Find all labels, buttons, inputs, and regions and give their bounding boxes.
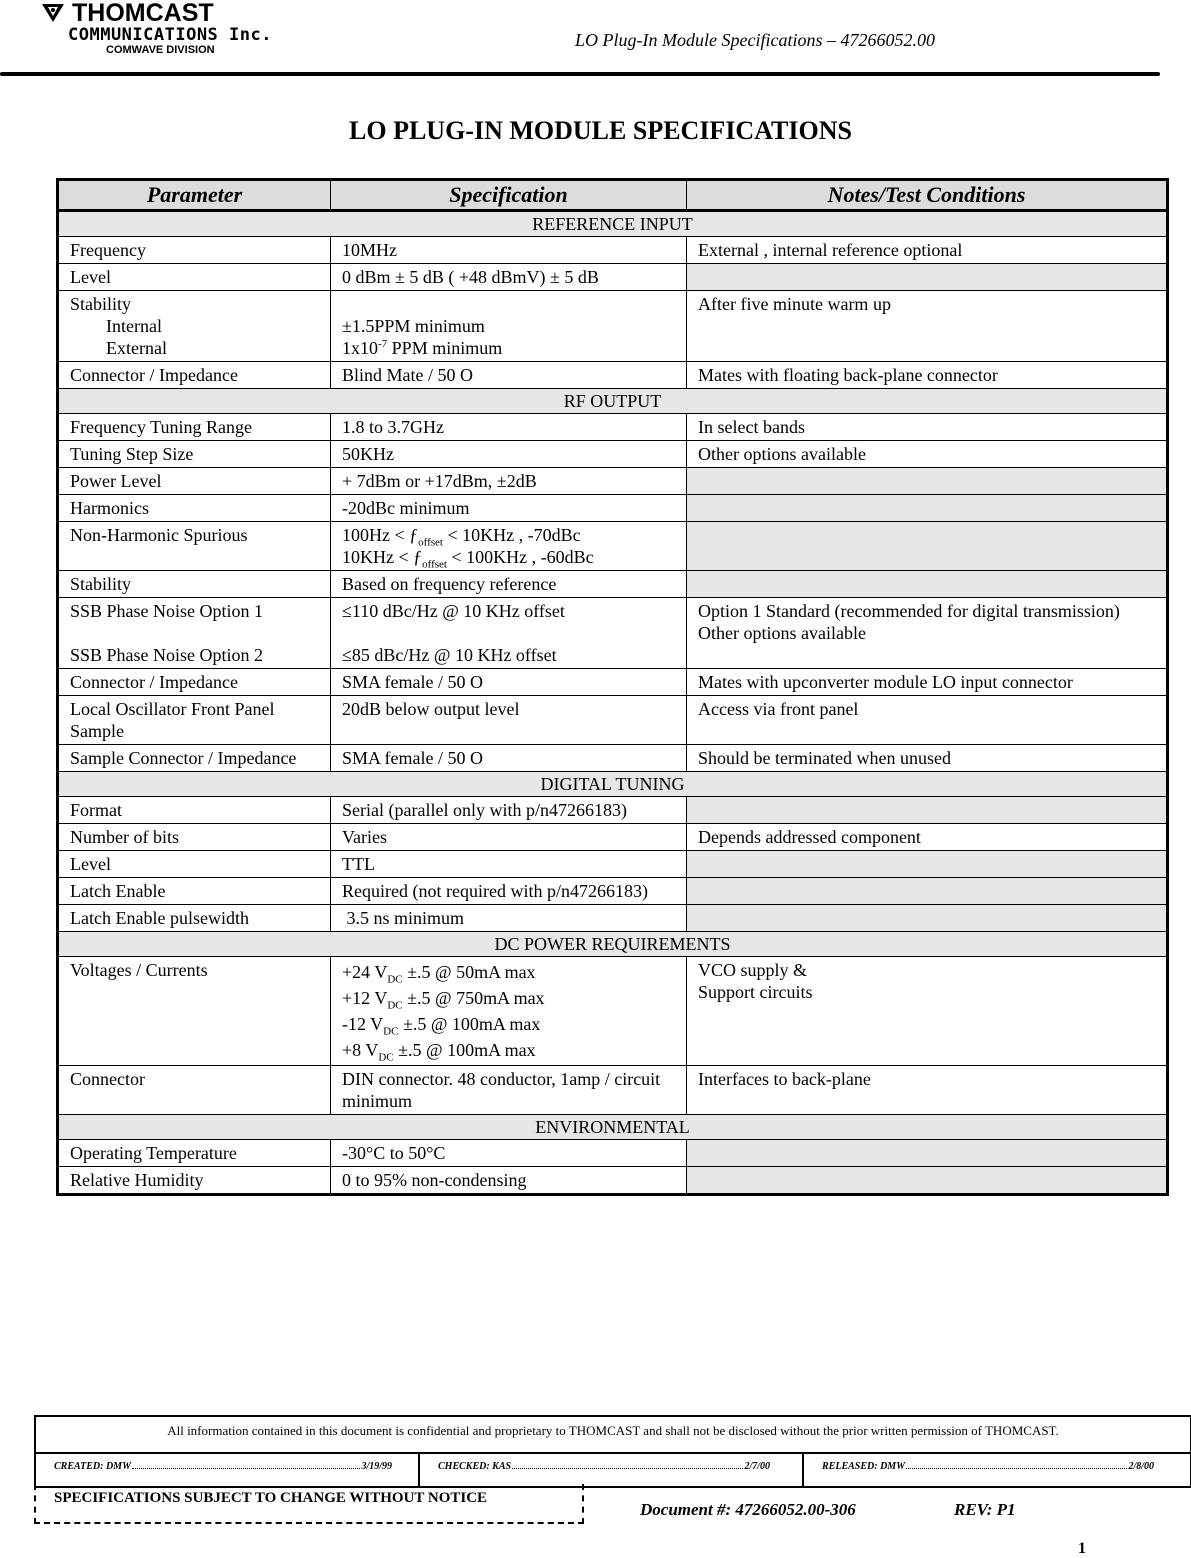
spec-line: $1x10^{-7}$ PPM minimum bbox=[342, 338, 503, 358]
company-division: COMWAVE DIVISION bbox=[106, 44, 215, 56]
section-title: REFERENCE INPUT bbox=[58, 211, 1168, 237]
param-label: SSB Phase Noise Option 1 bbox=[70, 601, 264, 621]
table-row bbox=[58, 237, 1168, 264]
table-row bbox=[58, 495, 1168, 522]
note-line: Other options available bbox=[698, 623, 866, 643]
table-row bbox=[58, 441, 1168, 468]
note-cell bbox=[687, 1140, 1168, 1167]
spec-cell: SMA female / 50 O bbox=[331, 669, 687, 696]
param-cell: Latch Enable bbox=[58, 878, 331, 905]
section-row bbox=[58, 389, 1168, 414]
note-line: VCO supply & bbox=[698, 960, 808, 980]
section-title: RF OUTPUT bbox=[58, 389, 1168, 414]
table-row bbox=[58, 468, 1168, 495]
param-cell: Harmonics bbox=[58, 495, 331, 522]
change-notice: SPECIFICATIONS SUBJECT TO CHANGE WITHOUT NOTICE bbox=[54, 1490, 488, 1506]
spec-cell: Serial (parallel only with p/n47266183) bbox=[331, 797, 687, 824]
spec-cell: 1.8 to 3.7GHz bbox=[331, 414, 687, 441]
table-row bbox=[58, 522, 1168, 571]
note-cell bbox=[687, 851, 1168, 878]
note-cell: Depends addressed component bbox=[687, 824, 1168, 851]
section-row bbox=[58, 211, 1168, 237]
spec-line: ≤85 dBc/Hz @ 10 KHz offset bbox=[342, 645, 557, 665]
spec-cell: 0 to 95% non-condensing bbox=[331, 1167, 687, 1195]
param-label: SSB Phase Noise Option 2 bbox=[70, 645, 264, 665]
param-cell bbox=[58, 598, 331, 669]
company-name: THOMCAST bbox=[72, 0, 214, 27]
table-row bbox=[58, 824, 1168, 851]
page-title: LO PLUG-IN MODULE SPECIFICATIONS bbox=[349, 116, 852, 145]
company-logo bbox=[40, 0, 272, 57]
footer-separator bbox=[802, 1452, 804, 1486]
note-cell bbox=[687, 495, 1168, 522]
spec-cell: Required (not required with p/n47266183) bbox=[331, 878, 687, 905]
created-info: CREATED: DMW 3/19/99 bbox=[54, 1461, 392, 1472]
spec-cell bbox=[331, 522, 687, 571]
param-cell: Level bbox=[58, 264, 331, 291]
table-row bbox=[58, 1140, 1168, 1167]
table-row bbox=[58, 414, 1168, 441]
spec-line: ±1.5PPM minimum bbox=[342, 316, 485, 336]
note-cell bbox=[687, 878, 1168, 905]
section-row bbox=[58, 772, 1168, 797]
note-cell: Should be terminated when unused bbox=[687, 745, 1168, 772]
section-row bbox=[58, 932, 1168, 957]
spec-cell: -20dBc minimum bbox=[331, 495, 687, 522]
page-header bbox=[0, 0, 1191, 80]
param-cell: Format bbox=[58, 797, 331, 824]
spec-cell: 0 dBm ± 5 dB ( +48 dBmV) ± 5 dB bbox=[331, 264, 687, 291]
spec-line: +8 $V_{DC} \pm.5$ @ 100mA max bbox=[342, 1040, 536, 1064]
section-title: ENVIRONMENTAL bbox=[58, 1115, 1168, 1140]
section-row bbox=[58, 1115, 1168, 1140]
spec-line: +12 $V_{DC} \pm.5$ @ 750mA max bbox=[342, 988, 545, 1012]
footer-box bbox=[34, 1415, 1191, 1488]
table-row bbox=[58, 291, 1168, 362]
column-header: Notes/Test Conditions bbox=[687, 180, 1168, 211]
spec-line: -12 $V_{DC} \pm.5$ @ 100mA max bbox=[342, 1014, 541, 1038]
spec-line: $100Hz < ƒ_{offset} < 10KHz$ , -70dBc bbox=[342, 525, 581, 549]
param-label: Stability bbox=[70, 294, 132, 314]
note-cell bbox=[687, 264, 1168, 291]
note-cell bbox=[687, 905, 1168, 932]
spec-cell: TTL bbox=[331, 851, 687, 878]
column-header: Parameter bbox=[58, 180, 331, 211]
note-cell bbox=[687, 571, 1168, 598]
spec-cell: SMA female / 50 O bbox=[331, 745, 687, 772]
param-cell: Frequency bbox=[58, 237, 331, 264]
note-cell bbox=[687, 598, 1168, 669]
table-row bbox=[58, 362, 1168, 389]
spec-cell: Based on frequency reference bbox=[331, 571, 687, 598]
header-divider bbox=[0, 72, 1160, 76]
param-sublabel: External bbox=[106, 338, 167, 358]
table-header-row bbox=[58, 180, 1168, 211]
note-cell bbox=[687, 468, 1168, 495]
document-header-title: LO Plug-In Module Specifications – 47266052.00 bbox=[575, 30, 935, 50]
param-cell: Connector / Impedance bbox=[58, 362, 331, 389]
spec-cell: 50KHz bbox=[331, 441, 687, 468]
param-sublabel: Internal bbox=[106, 316, 162, 336]
spec-cell: -30°C to 50°C bbox=[331, 1140, 687, 1167]
param-cell: Level bbox=[58, 851, 331, 878]
note-line: Support circuits bbox=[698, 982, 813, 1002]
spec-line: $10KHz < ƒ_{offset} < 100KHz$ , -60dBc bbox=[342, 547, 594, 571]
table-row bbox=[58, 669, 1168, 696]
param-cell: Local Oscillator Front Panel Sample bbox=[58, 696, 331, 745]
param-cell: Number of bits bbox=[58, 824, 331, 851]
document-number: Document #: 47266052.00-306 bbox=[640, 1500, 856, 1519]
param-cell: Relative Humidity bbox=[58, 1167, 331, 1195]
param-cell: Sample Connector / Impedance bbox=[58, 745, 331, 772]
table-row bbox=[58, 1167, 1168, 1195]
note-cell: After five minute warm up bbox=[687, 291, 1168, 362]
param-cell: Connector bbox=[58, 1066, 331, 1115]
spec-cell: 10MHz bbox=[331, 237, 687, 264]
table-row bbox=[58, 797, 1168, 824]
param-cell: Tuning Step Size bbox=[58, 441, 331, 468]
param-cell: Connector / Impedance bbox=[58, 669, 331, 696]
param-cell: Power Level bbox=[58, 468, 331, 495]
note-cell: Mates with floating back-plane connector bbox=[687, 362, 1168, 389]
spec-cell bbox=[331, 598, 687, 669]
table-row bbox=[58, 571, 1168, 598]
table-row bbox=[58, 745, 1168, 772]
spec-cell: Blind Mate / 50 O bbox=[331, 362, 687, 389]
thomcast-logo-icon bbox=[40, 2, 66, 24]
table-row bbox=[58, 264, 1168, 291]
table-row bbox=[58, 905, 1168, 932]
spec-line: ≤110 dBc/Hz @ 10 KHz offset bbox=[342, 601, 565, 621]
note-line: Option 1 Standard (recommended for digital transmission) bbox=[698, 601, 1120, 621]
param-cell: Voltages / Currents bbox=[58, 957, 331, 1066]
spec-cell: Varies bbox=[331, 824, 687, 851]
table-row bbox=[58, 851, 1168, 878]
table-row bbox=[58, 1066, 1168, 1115]
param-cell: Latch Enable pulsewidth bbox=[58, 905, 331, 932]
param-cell bbox=[58, 291, 331, 362]
note-cell bbox=[687, 522, 1168, 571]
spec-cell: + 7dBm or +17dBm, ±2dB bbox=[331, 468, 687, 495]
released-info: RELEASED: DMW 2/8/00 bbox=[822, 1461, 1154, 1472]
spec-cell bbox=[331, 957, 687, 1066]
table-row bbox=[58, 878, 1168, 905]
page-number: 1 bbox=[1078, 1540, 1086, 1557]
note-cell bbox=[687, 1167, 1168, 1195]
footer-separator bbox=[418, 1452, 420, 1486]
param-cell: Stability bbox=[58, 571, 331, 598]
notice-box bbox=[34, 1484, 584, 1524]
spec-cell: 20dB below output level bbox=[331, 696, 687, 745]
spec-cell: 3.5 ns minimum bbox=[331, 905, 687, 932]
section-title: DIGITAL TUNING bbox=[58, 772, 1168, 797]
spec-cell bbox=[331, 291, 687, 362]
company-subtitle: COMMUNICATIONS Inc. bbox=[68, 25, 272, 45]
checked-info: CHECKED: KAS 2/7/00 bbox=[438, 1461, 770, 1472]
section-title: DC POWER REQUIREMENTS bbox=[58, 932, 1168, 957]
note-cell: Mates with upconverter module LO input connector bbox=[687, 669, 1168, 696]
specifications-table bbox=[56, 178, 1169, 1196]
note-cell bbox=[687, 957, 1168, 1066]
note-cell: In select bands bbox=[687, 414, 1168, 441]
param-cell: Operating Temperature bbox=[58, 1140, 331, 1167]
spec-line: +24 $V_{DC} \pm.5$ @ 50mA max bbox=[342, 962, 536, 986]
column-header: Specification bbox=[331, 180, 687, 211]
table-row bbox=[58, 696, 1168, 745]
footer-divider bbox=[36, 1452, 1190, 1454]
param-cell: Frequency Tuning Range bbox=[58, 414, 331, 441]
note-cell: Other options available bbox=[687, 441, 1168, 468]
note-cell bbox=[687, 797, 1168, 824]
confidentiality-notice: All information contained in this document is confidential and proprietary to THOMCAST and shall not be disclosed without the prior written permission of THOMCAST. bbox=[167, 1423, 1059, 1438]
note-cell: Access via front panel bbox=[687, 696, 1168, 745]
table-row bbox=[58, 598, 1168, 669]
revision: REV: P1 bbox=[954, 1500, 1016, 1519]
param-cell: Non-Harmonic Spurious bbox=[58, 522, 331, 571]
table-row bbox=[58, 957, 1168, 1066]
note-cell: Interfaces to back-plane bbox=[687, 1066, 1168, 1115]
note-cell: External , internal reference optional bbox=[687, 237, 1168, 264]
spec-cell: DIN connector. 48 conductor, 1amp / circuit minimum bbox=[331, 1066, 687, 1115]
